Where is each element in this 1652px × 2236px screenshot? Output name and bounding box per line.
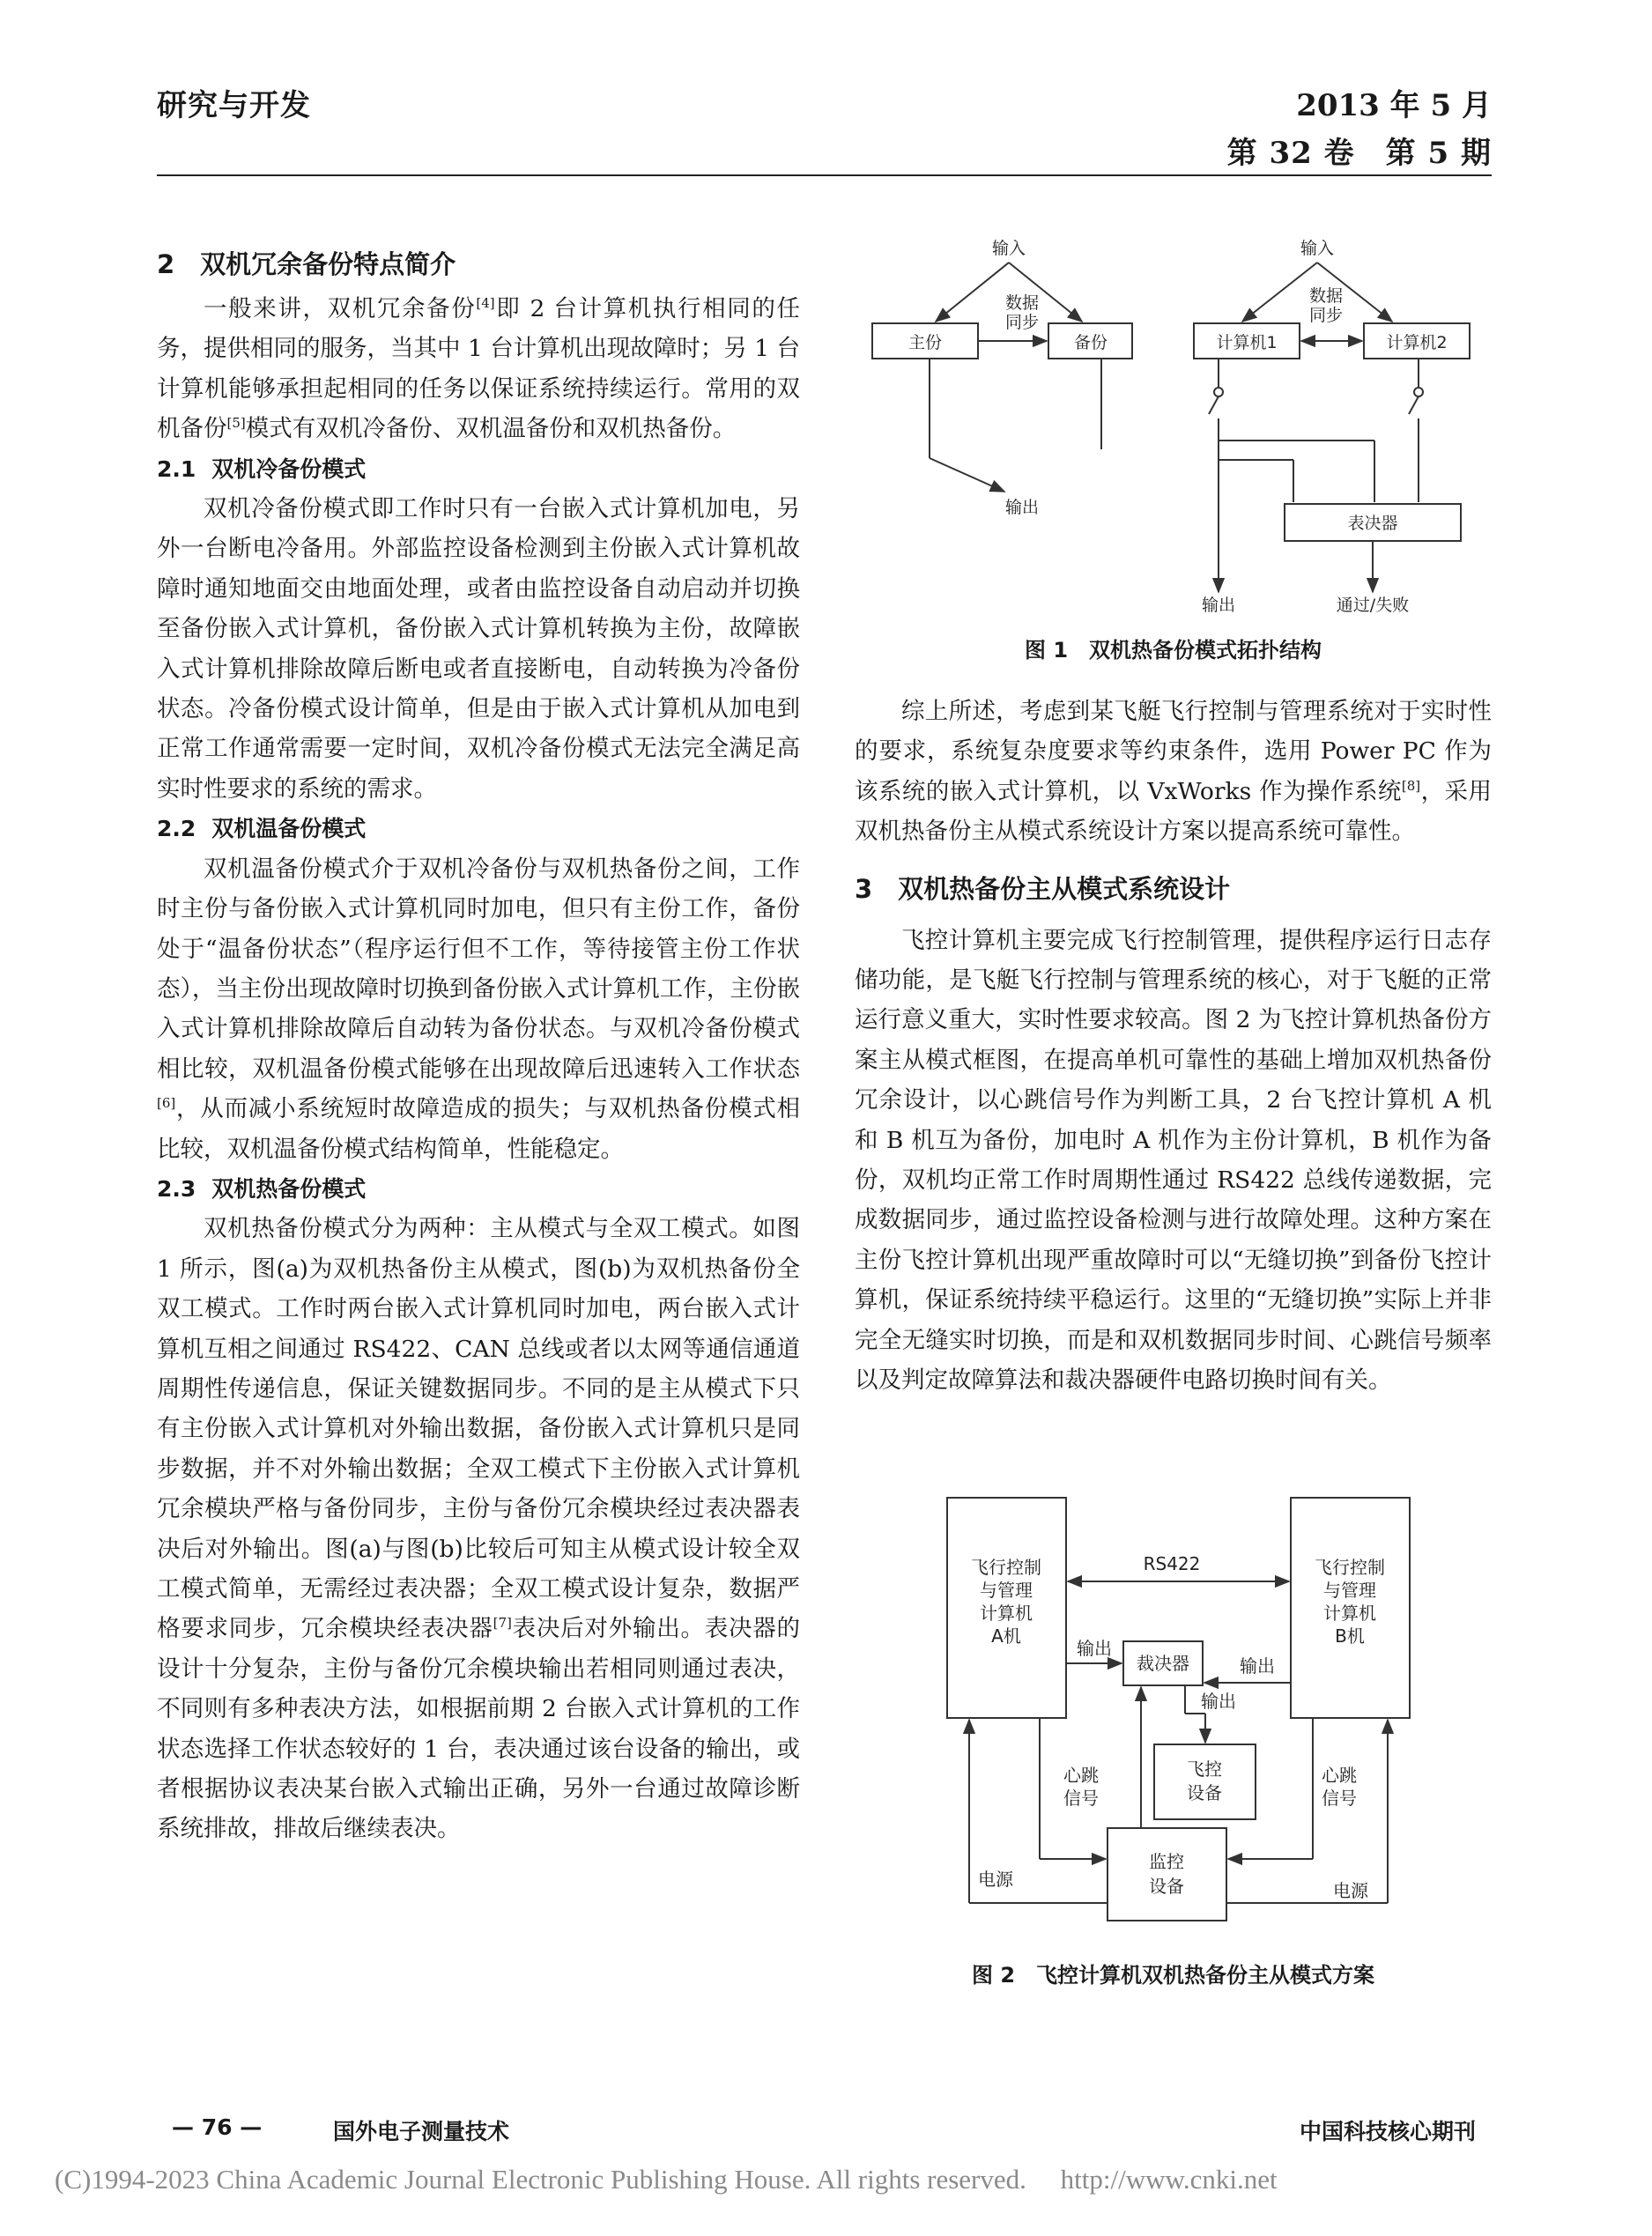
section-3-title: 3 双机热备份主从模式系统设计 xyxy=(855,873,1231,904)
section-2-title: 2 双机冗余备份特点简介 xyxy=(157,249,456,279)
svg-text:飞行控制: 飞行控制 xyxy=(1315,1557,1385,1578)
citation-7: [7] xyxy=(493,1615,512,1632)
svg-text:输出: 输出 xyxy=(1201,1691,1236,1712)
svg-text:输出: 输出 xyxy=(1201,596,1236,615)
svg-text:数据: 数据 xyxy=(1004,293,1040,313)
svg-text:电源: 电源 xyxy=(1333,1880,1368,1901)
svg-text:输出: 输出 xyxy=(1077,1638,1112,1659)
svg-text:心跳: 心跳 xyxy=(1063,1765,1099,1786)
subsection-2-2-title: 2.2 双机温备份模式 xyxy=(157,816,367,842)
section-3-text: 飞控计算机主要完成飞行控制管理，提供程序运行日志存储功能，是飞艇飞行控制与管理系统的核心，对于飞艇的正常运行意义重大，实时性要求较高。图 2 为飞控计算机热备份方案主从模式框图，在提高单机可靠性的基础上增加双机热备份冗余设计，以心跳信号作为判断工具，2 台飞控计算机 A 机和 B 机互为备份，加电时 A 机作为主份计算机，B 机作为备份，双机均正常工作时周期性通过 RS422 总线传递数据，完成数据同步，通过监控设备检测与进行故障处理。这种方案在主份飞控计算机出现严重故障时可以“无缝切换”到备份飞控计算机，保证系统持续平稳运行。这里的“无缝切换”实际上并非完全无缝实时切换，而是和双机数据同步时间、心跳信号频率以及判定故障算法和裁决器硬件电路切换时间有关。 xyxy=(855,926,1492,1395)
svg-text:输入: 输入 xyxy=(991,239,1026,258)
subsection-2-3-text: 双机热备份模式分为两种：主从模式与全双工模式。如图 1 所示，图(a)为双机热备份主从模式，图(b)为双机热备份全双工模式。工作时两台嵌入式计算机同时加电，两台嵌入式计算机互相之间通过 RS422、CAN 总线或者以太网等通信通道周期性传递信息，保证关键数据同步。不同的是主从模式下只有主份嵌入式计算机对外输出数据，备份嵌入式计算机只是同步数据，并不对外输出数据；全双工模式下主份嵌入式计算机冗余模块严格与备份同步，主份与备份冗余模块经过表决器表决后对外输出。图(a)与图(b)比较后可知主从模式设计较全双工模式简单，无需经过表决器；全双工模式设计复杂，数据严格要求同步，冗余模块经表决器[7]表决后对外输出。表决器的设计十分复杂，主份与备份冗余模块输出若相同则通过表决，不同则有多种表决方法，如根据前期 2 台嵌入式计算机的工作状态选择工作状态较好的 1 台，表决通过该台设备的输出，或者根据协议表决某台嵌入式输出正确，另外一台通过故障诊断系统排故，排故后继续表决。 xyxy=(157,1215,801,1843)
svg-text:RS422: RS422 xyxy=(1143,1553,1201,1574)
svg-text:与管理: 与管理 xyxy=(980,1580,1033,1601)
citation-5: [5] xyxy=(226,415,246,432)
svg-text:电源: 电源 xyxy=(978,1869,1013,1890)
core-journal-label: 中国科技核心期刊 xyxy=(1299,2119,1476,2144)
svg-text:设备: 设备 xyxy=(1149,1876,1184,1897)
svg-text:输入: 输入 xyxy=(1300,239,1335,258)
citation-4: [4] xyxy=(476,295,495,312)
svg-text:通过/失败: 通过/失败 xyxy=(1336,596,1410,615)
figure-1-caption: 图 1 双机热备份模式拓扑结构 xyxy=(1024,638,1322,663)
svg-text:计算机: 计算机 xyxy=(980,1603,1033,1624)
svg-text:表决器: 表决器 xyxy=(1347,514,1398,533)
subsection-2-1-text: 双机冷备份模式即工作时只有一台嵌入式计算机加电，另外一台断电冷备用。外部监控设备检测到主份嵌入式计算机故障时通知地面交由地面处理，或者由监控设备自动启动并切换至备份嵌入式计算机，备份嵌入式计算机转换为主份，故障嵌入式计算机排除故障后断电或者直接断电，自动转换为冷备份状态。冷备份模式设计简单，但是由于嵌入式计算机从加电到正常工作通常需要一定时间，双机冷备份模式无法完全满足高实时性要求的系统的需求。 xyxy=(157,495,800,803)
svg-text:心跳: 心跳 xyxy=(1322,1765,1357,1786)
svg-text:飞控: 飞控 xyxy=(1187,1758,1222,1780)
subsection-2-3-title: 2.3 双机热备份模式 xyxy=(157,1175,367,1202)
figure-2-caption: 图 2 飞控计算机双机热备份主从模式方案 xyxy=(971,1963,1375,1988)
svg-text:计算机: 计算机 xyxy=(1323,1603,1376,1624)
svg-text:计算机2: 计算机2 xyxy=(1386,333,1448,352)
right-column-summary xyxy=(855,692,1492,1401)
svg-text:信号: 信号 xyxy=(1063,1788,1099,1809)
svg-text:主份: 主份 xyxy=(907,333,943,352)
fig2-monitor-box xyxy=(1108,1828,1226,1921)
svg-text:数据: 数据 xyxy=(1308,286,1344,306)
svg-text:B机: B机 xyxy=(1335,1625,1365,1647)
section-2-intro: 一般来讲，双机冗余备份[4]即 2 台计算机执行相同的任务，提供相同的服务，当其中 1 台计算机出现故障时；另 1 台计算机能够承担起相同的任务以保证系统持续运行。常用的双机备份[5]模式有双机冷备份、双机温备份和双机热备份。 xyxy=(157,295,800,443)
svg-text:设备: 设备 xyxy=(1187,1782,1222,1803)
citation-6: [6] xyxy=(157,1095,176,1112)
journal-name: 国外电子测量技术 xyxy=(333,2119,510,2144)
summary-paragraph: 综上所述，考虑到某飞艇飞行控制与管理系统对于实时性的要求，系统复杂度要求等约束条件，选用 Power PC 作为该系统的嵌入式计算机，以 VxWorks 作为操作系统[8]，采用双机热备份主从模式系统设计方案以提高系统可靠性。 xyxy=(855,698,1492,846)
header-rule xyxy=(157,174,1492,176)
svg-text:信号: 信号 xyxy=(1322,1788,1357,1809)
subsection-2-2-text: 双机温备份模式介于双机冷备份与双机热备份之间，工作时主份与备份嵌入式计算机同时加电，但只有主份工作，备份处于“温备份状态”（程序运行但不工作，等待接管主份工作状态），当主份出现故障时切换到备份嵌入式计算机工作，主份嵌入式计算机排除故障后自动转为备份状态。与双机冷备份模式相比较，双机温备份模式能够在出现故障后迅速转入工作状态[6]，从而减小系统短时故障造成的损失；与双机热备份模式相比较，双机温备份模式结构简单，性能稳定。 xyxy=(157,855,800,1163)
svg-text:输出: 输出 xyxy=(1240,1655,1275,1677)
left-column xyxy=(157,240,800,1849)
subsection-2-1-title: 2.1 双机冷备份模式 xyxy=(157,455,367,482)
svg-text:同步: 同步 xyxy=(1004,313,1040,332)
running-header-date: 2013 年 5 月 xyxy=(1296,88,1492,123)
svg-text:输出: 输出 xyxy=(1004,498,1040,517)
svg-text:计算机1: 计算机1 xyxy=(1216,333,1278,352)
svg-text:备份: 备份 xyxy=(1073,333,1108,352)
svg-text:A机: A机 xyxy=(991,1625,1021,1647)
running-header-section: 研究与开发 xyxy=(157,88,311,123)
copyright-notice: (C)1994-2023 China Academic Journal Electronic Publishing House. All rights reserved. http://www.cnki.net xyxy=(55,2164,1278,2195)
svg-text:裁决器: 裁决器 xyxy=(1137,1653,1189,1674)
svg-text:飞行控制: 飞行控制 xyxy=(971,1557,1041,1578)
running-header-volume: 第 32 卷 第 5 期 xyxy=(1226,136,1492,171)
citation-8: [8] xyxy=(1401,777,1421,794)
svg-text:与管理: 与管理 xyxy=(1323,1580,1376,1601)
figure-2-scheme-diagram xyxy=(925,1489,1432,1938)
svg-text:同步: 同步 xyxy=(1308,306,1344,325)
page-number: — 76 — xyxy=(172,2114,263,2140)
figure-1-topology-diagram xyxy=(859,231,1487,615)
svg-text:监控: 监控 xyxy=(1149,1851,1184,1872)
